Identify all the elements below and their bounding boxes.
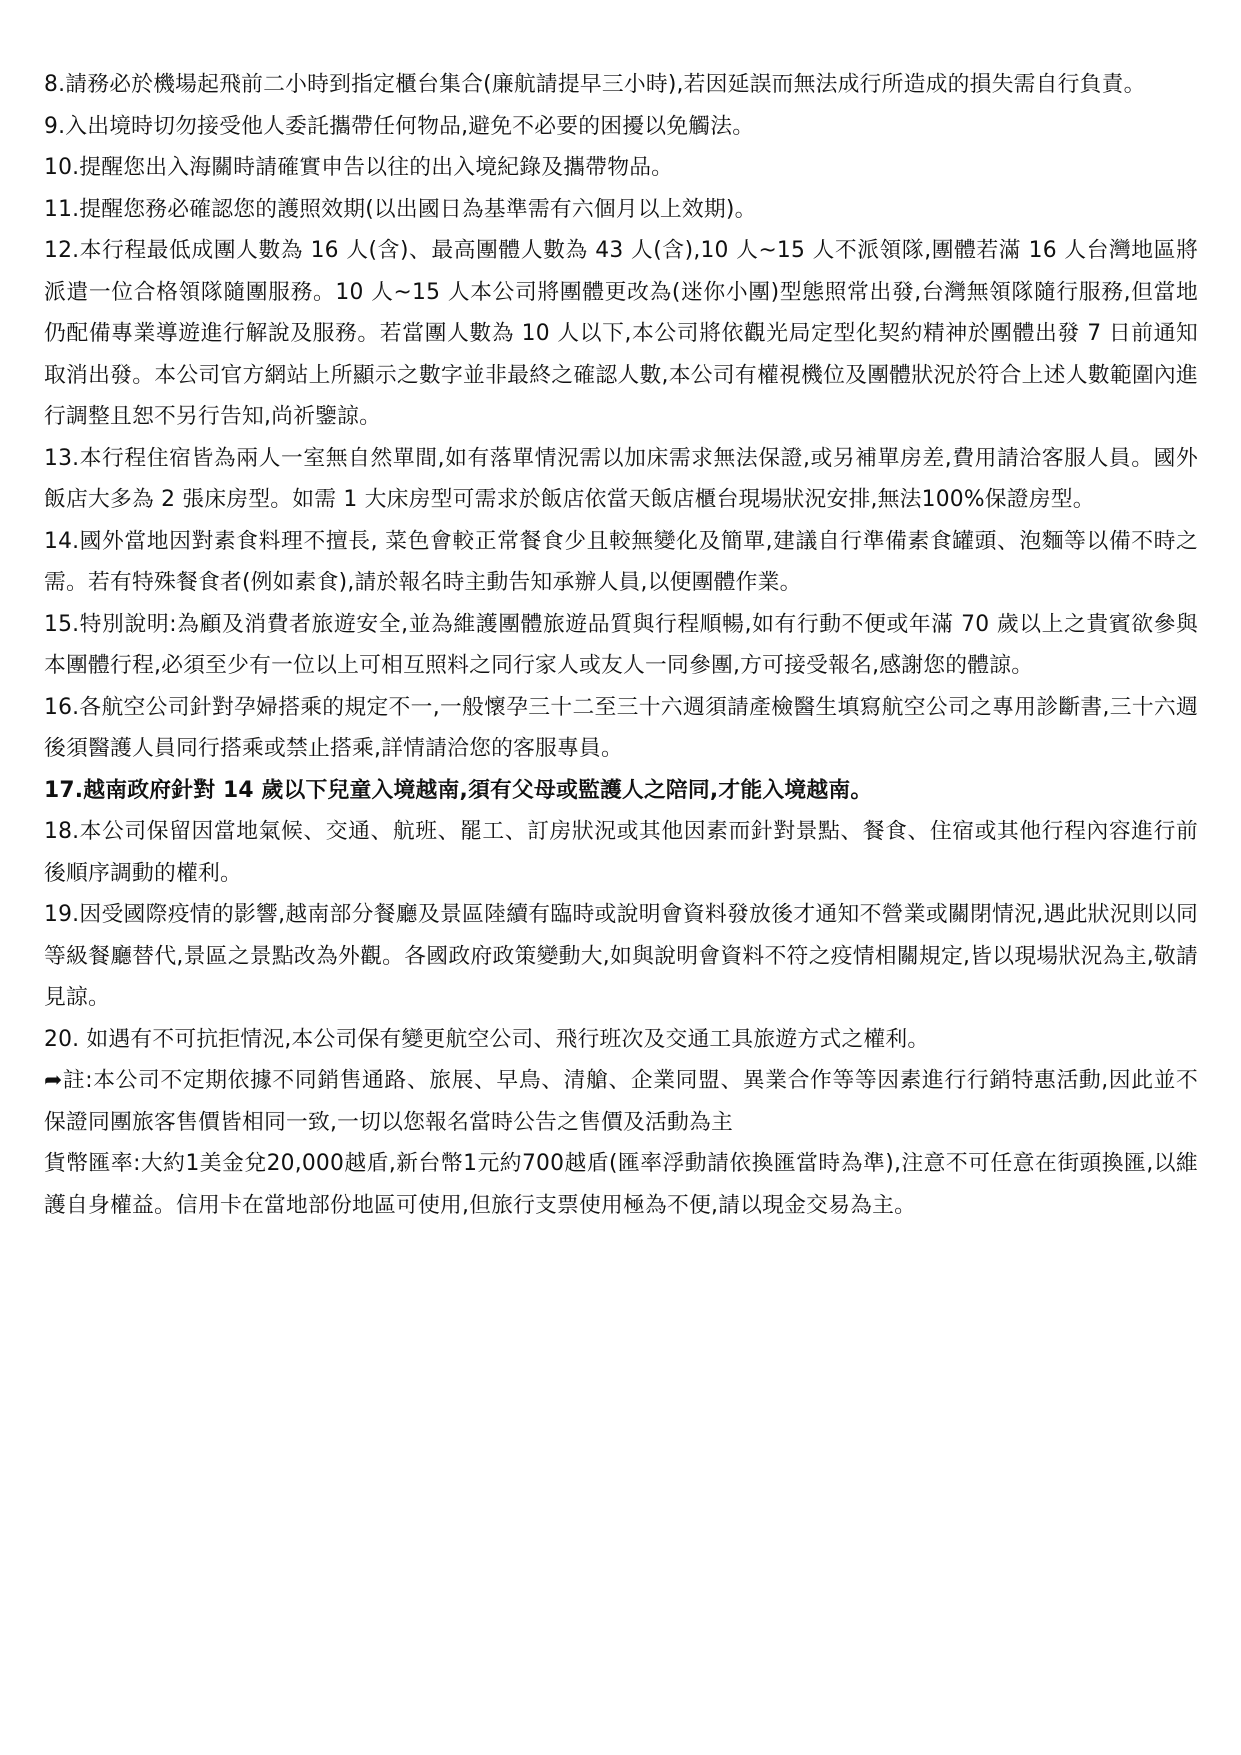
note-item: 13.本行程住宿皆為兩人一室無自然單間,如有落單情況需以加床需求無法保證,或另補單房差,費用請洽客服人員。國外飯店大多為 2 張床房型。如需 1 大床房型可需求於飯店依當天飯店櫃台現場狀況安排,無法100%保證房型。 [44, 445, 1198, 512]
note-item: 19.因受國際疫情的影響,越南部分餐廳及景區陸續有臨時或說明會資料發放後才通知不營業或關閉情況,遇此狀況則以同等級餐廳替代,景區之景點改為外觀。各國政府政策變動大,如與說明會資料不符之疫情相關規定,皆以現場狀況為主,敬請見諒。 [44, 902, 1198, 1010]
remark-text: 註:本公司不定期依據不同銷售通路、旅展、早鳥、清艙、企業同盟、異業合作等等因素進行行銷特惠活動,因此並不保證同團旅客售價皆相同一致,一切以您報名當時公告之售價及活動為主 [44, 1068, 1198, 1135]
note-item: 11.提醒您務必確認您的護照效期(以出國日為基準需有六個月以上效期)。 [44, 196, 757, 222]
arrow-icon: ➦ [44, 1068, 63, 1093]
note-item: 12.本行程最低成團人數為 16 人(含)、最高團體人數為 43 人(含),10 人~15 人不派領隊,團體若滿 16 人台灣地區將派遣一位合格領隊隨團服務。10 人~15 人本公司將團體更改為(迷你小團)型態照常出發,台灣無領隊隨行服務,但當地仍配備專業導遊進行解說及服務。若當團人數為 10 人以下,本公司將依觀光局定型化契約精神於團體出發 7 日前通知取消出發。本公司官方網站上所顯示之數字並非最終之確認人數,本公司有權視機位及團體狀況於符合上述人數範圍內進行調整且恕不另行告知,尚祈鑒諒。 [44, 238, 1199, 429]
note-item: 17.越南政府針對 14 歲以下兒童入境越南,須有父母或監護人之陪同,才能入境越南。 [44, 777, 873, 803]
note-item: 20. 如遇有不可抗拒情況,本公司保有變更航空公司、飛行班次及交通工具旅遊方式之權利。 [44, 1026, 930, 1052]
note-item: 9.入出境時切勿接受他人委託攜帶任何物品,避免不必要的困擾以免觸法。 [44, 113, 755, 139]
note-item: 10.提醒您出入海關時請確實申告以往的出入境紀錄及攜帶物品。 [44, 155, 674, 180]
note-item: 8.請務必於機場起飛前二小時到指定櫃台集合(廉航請提早三小時),若因延誤而無法成行所造成的損失需自行負責。 [44, 72, 1146, 97]
notes-list [44, 64, 1198, 1060]
note-item: 15.特別說明:為顧及消費者旅遊安全,並為維護團體旅遊品質與行程順暢,如有行動不便或年滿 70 歲以上之貴賓欲參與本團體行程,必須至少有一位以上可相互照料之同行家人或友人一同參團,方可接受報名,感謝您的體諒。 [44, 611, 1198, 678]
currency-paragraph: 貨幣匯率:大約1美金兌20,000越盾,新台幣1元約700越盾(匯率浮動請依換匯當時為準),注意不可任意在街頭換匯,以維護自身權益。信用卡在當地部份地區可使用,但旅行支票使用極為不便,請以現金交易為主。 [44, 1151, 1198, 1218]
note-item: 16.各航空公司針對孕婦搭乘的規定不一,一般懷孕三十二至三十六週須請產檢醫生填寫航空公司之專用診斷書,三十六週後須醫護人員同行搭乘或禁止搭乘,詳情請洽您的客服專員。 [44, 694, 1198, 761]
note-item: 14.國外當地因對素食料理不擅長, 菜色會較正常餐食少且較無變化及簡單,建議自行準備素食罐頭、泡麵等以備不時之需。若有特殊餐食者(例如素食),請於報名時主動告知承辦人員,以便團體作業。 [44, 528, 1198, 595]
note-item: 18.本公司保留因當地氣候、交通、航班、罷工、訂房狀況或其他因素而針對景點、餐食、住宿或其他行程內容進行前後順序調動的權利。 [44, 819, 1198, 886]
travel-notes-document [44, 64, 1198, 1226]
remark-paragraph [44, 1060, 1198, 1143]
